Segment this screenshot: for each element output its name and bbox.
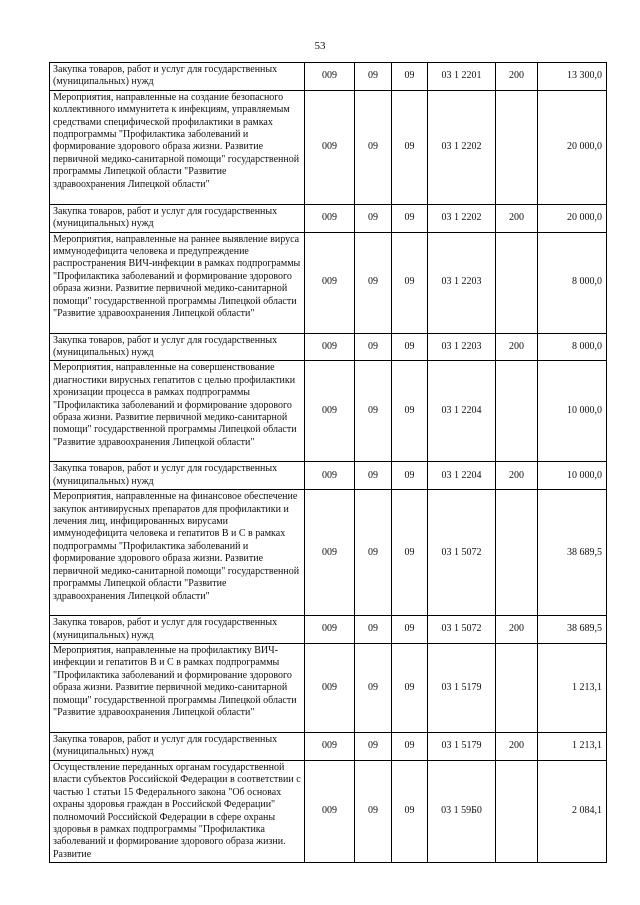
- table-row: [50, 204, 607, 232]
- cell-expense-type-code: [496, 232, 538, 333]
- cell-grbs-code: 009: [305, 733, 355, 761]
- cell-subsection-code: 09: [392, 333, 428, 361]
- cell-description: Мероприятия, направленные на финансовое обеспечение закупок антивирусных препаратов для профилактики и лечения лиц, инфицированных вирусами иммунодефицита человека и гепатитов В и С в рамках подпрограммы "Профилактика заболеваний и формирование здорового образа жизни. Развитие первичной медико-санитарной помощи" государственной программы Липецкой области "Развитие здравоохранения Липецкой области": [50, 490, 305, 616]
- cell-amount: 38 689,5: [538, 490, 607, 616]
- cell-description: Мероприятия, направленные на профилактику ВИЧ-инфекции и гепатитов В и С в рамках подпрограммы "Профилактика заболеваний и формирование здорового образа жизни. Развитие первичной медико-санитарной помощи" государственной программы Липецкой области "Развитие здравоохранения Липецкой области": [50, 644, 305, 733]
- cell-amount: 2 084,1: [538, 760, 607, 862]
- cell-subsection-code: 09: [392, 232, 428, 333]
- budget-table: [49, 62, 607, 863]
- cell-section-code: 09: [355, 644, 392, 733]
- cell-description: Мероприятия, направленные на раннее выявление вируса иммунодефицита человека и предупреждение распространения ВИЧ-инфекции в рамках подпрограммы "Профилактика заболеваний и формирование здорового образа жизни. Развитие первичной медико-санитарной помощи" государственной программы Липецкой области "Развитие здравоохранения Липецкой области": [50, 232, 305, 333]
- cell-target-article-code: 03 1 5072: [428, 490, 496, 616]
- cell-expense-type-code: 200: [496, 616, 538, 644]
- table-row: [50, 361, 607, 462]
- cell-subsection-code: 09: [392, 462, 428, 490]
- cell-target-article-code: 03 1 2201: [428, 63, 496, 91]
- cell-grbs-code: 009: [305, 63, 355, 91]
- table-body: [50, 63, 607, 863]
- cell-section-code: 09: [355, 232, 392, 333]
- cell-expense-type-code: 200: [496, 733, 538, 761]
- cell-description: Закупка товаров, работ и услуг для государственных (муниципальных) нужд: [50, 63, 305, 91]
- cell-amount: 20 000,0: [538, 90, 607, 204]
- cell-description: Осуществление переданных органам государственной власти субъектов Российской Федерации в соответствии с частью 1 статьи 15 Федерального закона "Об основах охраны здоровья граждан в Российской Федерации" полномочий Российской Федерации в сфере охраны здоровья в рамках подпрограммы "Профилактика заболеваний и формирование здорового образа жизни. Развитие: [50, 760, 305, 862]
- cell-expense-type-code: [496, 760, 538, 862]
- cell-section-code: 09: [355, 760, 392, 862]
- cell-description: Мероприятия, направленные на создание безопасного коллективного иммунитета к инфекциям, управляемым средствами специфической профилактики в рамках подпрограммы "Профилактика заболеваний и формирование здорового образа жизни. Развитие первичной медико-санитарной помощи" государственной программы Липецкой области "Развитие здравоохранения Липецкой области": [50, 90, 305, 204]
- cell-description: Мероприятия, направленные на совершенствование диагностики вирусных гепатитов с целью профилактики хронизации процесса в рамках подпрограммы "Профилактика заболеваний и формирование здорового образа жизни. Развитие первичной медико-санитарной помощи" государственной программы Липецкой области "Развитие здравоохранения Липецкой области": [50, 361, 305, 462]
- cell-expense-type-code: 200: [496, 333, 538, 361]
- cell-expense-type-code: 200: [496, 462, 538, 490]
- cell-target-article-code: 03 1 2202: [428, 90, 496, 204]
- cell-target-article-code: 03 1 59Б0: [428, 760, 496, 862]
- cell-amount: 1 213,1: [538, 644, 607, 733]
- cell-subsection-code: 09: [392, 733, 428, 761]
- cell-target-article-code: 03 1 2204: [428, 361, 496, 462]
- cell-amount: 10 000,0: [538, 462, 607, 490]
- cell-description: Закупка товаров, работ и услуг для государственных (муниципальных) нужд: [50, 733, 305, 761]
- cell-grbs-code: 009: [305, 361, 355, 462]
- table-row: [50, 490, 607, 616]
- cell-grbs-code: 009: [305, 333, 355, 361]
- cell-amount: 38 689,5: [538, 616, 607, 644]
- cell-subsection-code: 09: [392, 760, 428, 862]
- cell-grbs-code: 009: [305, 490, 355, 616]
- cell-subsection-code: 09: [392, 644, 428, 733]
- cell-subsection-code: 09: [392, 63, 428, 91]
- table-row: [50, 760, 607, 862]
- table-row: [50, 90, 607, 204]
- cell-target-article-code: 03 1 2202: [428, 204, 496, 232]
- cell-grbs-code: 009: [305, 90, 355, 204]
- table-row: [50, 616, 607, 644]
- cell-subsection-code: 09: [392, 361, 428, 462]
- cell-amount: 13 300,0: [538, 63, 607, 91]
- cell-description: Закупка товаров, работ и услуг для государственных (муниципальных) нужд: [50, 462, 305, 490]
- cell-target-article-code: 03 1 5179: [428, 733, 496, 761]
- cell-grbs-code: 009: [305, 462, 355, 490]
- cell-expense-type-code: [496, 644, 538, 733]
- table-row: [50, 733, 607, 761]
- cell-section-code: 09: [355, 490, 392, 616]
- table-row: [50, 333, 607, 361]
- cell-target-article-code: 03 1 5179: [428, 644, 496, 733]
- cell-expense-type-code: 200: [496, 63, 538, 91]
- cell-grbs-code: 009: [305, 616, 355, 644]
- cell-target-article-code: 03 1 5072: [428, 616, 496, 644]
- cell-expense-type-code: [496, 90, 538, 204]
- cell-grbs-code: 009: [305, 760, 355, 862]
- cell-target-article-code: 03 1 2203: [428, 232, 496, 333]
- cell-section-code: 09: [355, 63, 392, 91]
- table-row: [50, 232, 607, 333]
- cell-grbs-code: 009: [305, 644, 355, 733]
- cell-grbs-code: 009: [305, 232, 355, 333]
- cell-subsection-code: 09: [392, 204, 428, 232]
- cell-description: Закупка товаров, работ и услуг для государственных (муниципальных) нужд: [50, 616, 305, 644]
- cell-description: Закупка товаров, работ и услуг для государственных (муниципальных) нужд: [50, 204, 305, 232]
- cell-expense-type-code: [496, 490, 538, 616]
- table-row: [50, 462, 607, 490]
- cell-amount: 8 000,0: [538, 232, 607, 333]
- cell-expense-type-code: [496, 361, 538, 462]
- cell-subsection-code: 09: [392, 490, 428, 616]
- cell-subsection-code: 09: [392, 616, 428, 644]
- table-row: [50, 63, 607, 91]
- cell-target-article-code: 03 1 2203: [428, 333, 496, 361]
- cell-section-code: 09: [355, 462, 392, 490]
- cell-section-code: 09: [355, 90, 392, 204]
- cell-amount: 10 000,0: [538, 361, 607, 462]
- cell-section-code: 09: [355, 733, 392, 761]
- cell-description: Закупка товаров, работ и услуг для государственных (муниципальных) нужд: [50, 333, 305, 361]
- table-row: [50, 644, 607, 733]
- cell-grbs-code: 009: [305, 204, 355, 232]
- cell-target-article-code: 03 1 2204: [428, 462, 496, 490]
- cell-amount: 20 000,0: [538, 204, 607, 232]
- cell-section-code: 09: [355, 616, 392, 644]
- cell-section-code: 09: [355, 333, 392, 361]
- cell-section-code: 09: [355, 204, 392, 232]
- page-number: 53: [314, 40, 326, 52]
- cell-amount: 1 213,1: [538, 733, 607, 761]
- cell-amount: 8 000,0: [538, 333, 607, 361]
- cell-subsection-code: 09: [392, 90, 428, 204]
- cell-expense-type-code: 200: [496, 204, 538, 232]
- cell-section-code: 09: [355, 361, 392, 462]
